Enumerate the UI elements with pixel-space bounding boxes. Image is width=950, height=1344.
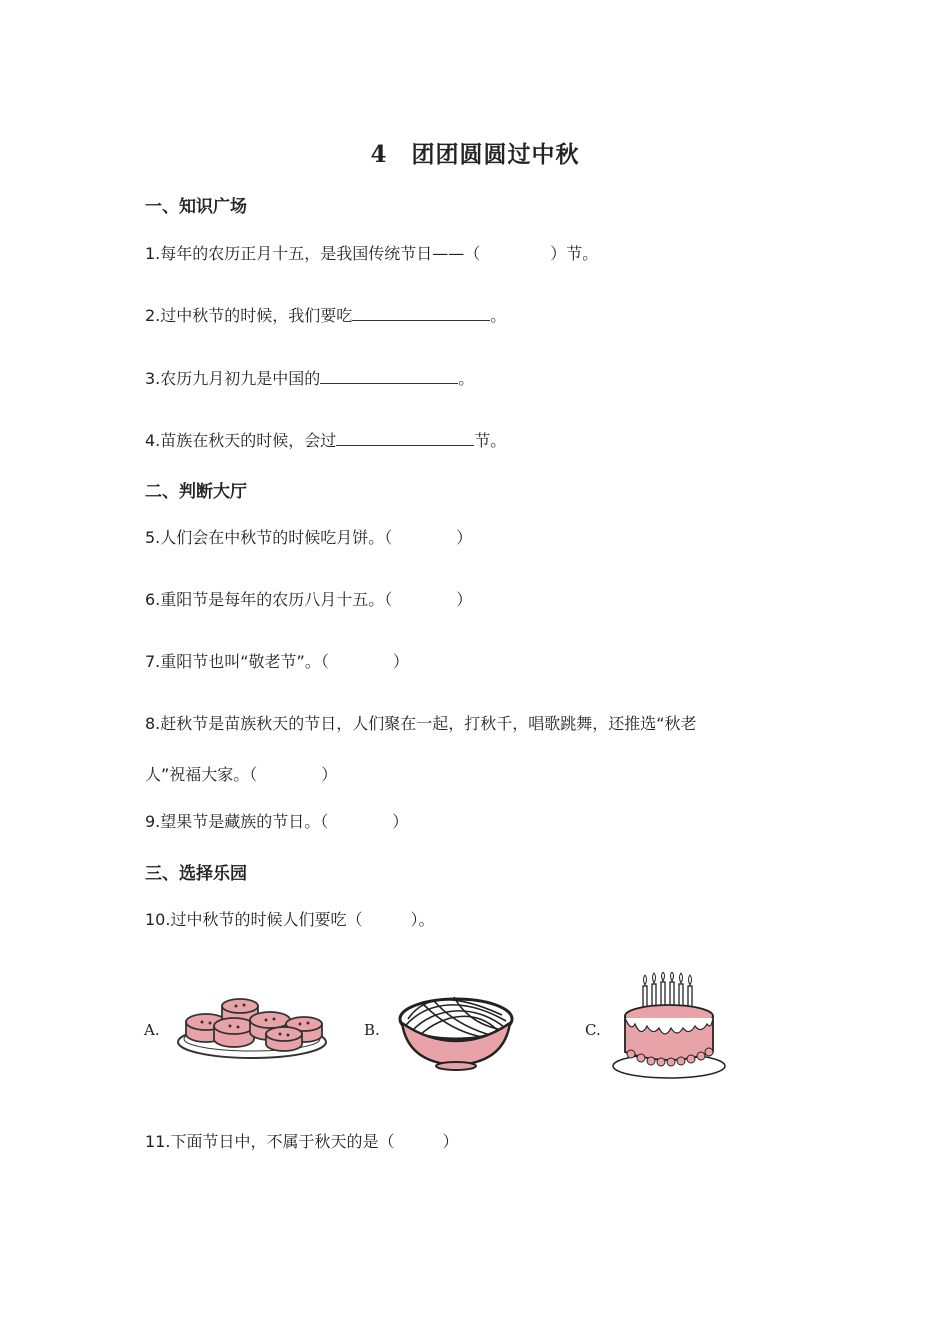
birthday-cake-image[interactable] — [611, 972, 731, 1082]
option-a-label[interactable]: A. — [144, 1021, 160, 1039]
noodle-bowl-image[interactable] — [394, 985, 518, 1071]
question-7: 7.重阳节也叫“敬老节”。（ ） — [145, 652, 409, 671]
question-2-suffix: 。 — [490, 306, 507, 325]
question-1-text: 1.每年的农历正月十五，是我国传统节日——（ — [145, 244, 481, 263]
mooncake-plate-image[interactable] — [174, 992, 330, 1062]
question-3-text: 3.农历九月初九是中国的 — [145, 369, 321, 388]
section-heading-knowledge: 一、知识广场 — [145, 197, 247, 217]
question-6: 6.重阳节是每年的农历八月十五。（ ） — [145, 590, 473, 609]
question-1-suffix: ）节。 — [550, 244, 599, 263]
question-5: 5.人们会在中秋节的时候吃月饼。（ ） — [145, 528, 473, 547]
question-3-suffix: 。 — [458, 369, 475, 388]
question-2-text: 2.过中秋节的时候，我们要吃 — [145, 306, 353, 325]
question-3 — [145, 366, 474, 389]
answer-blank-4[interactable] — [336, 431, 474, 446]
question-8-line-1: 8.赶秋节是苗族秋天的节日，人们聚在一起，打秋千，唱歌跳舞，还推选“秋老 — [145, 714, 697, 733]
question-10: 10.过中秋节的时候人们要吃（ ）。 — [145, 910, 435, 929]
question-4 — [145, 428, 506, 451]
question-9: 9.望果节是藏族的节日。（ ） — [145, 812, 409, 831]
option-b-label[interactable]: B. — [364, 1021, 380, 1039]
question-4-text: 4.苗族在秋天的时候，会过 — [145, 431, 337, 450]
question-2 — [145, 303, 506, 326]
answer-blank-2[interactable] — [352, 306, 490, 321]
section-heading-choice: 三、选择乐园 — [145, 864, 247, 884]
section-heading-judgement: 二、判断大厅 — [145, 482, 247, 502]
page-title: 4 团团圆圆过中秋 — [370, 141, 580, 168]
question-4-suffix: 节。 — [474, 431, 507, 450]
question-8-line-2: 人”祝福大家。（ ） — [145, 765, 338, 784]
question-1 — [145, 241, 598, 264]
question-11: 11.下面节日中，不属于秋天的是（ ） — [145, 1132, 459, 1151]
answer-blank-3[interactable] — [320, 369, 458, 384]
option-c-label[interactable]: C. — [585, 1021, 601, 1039]
